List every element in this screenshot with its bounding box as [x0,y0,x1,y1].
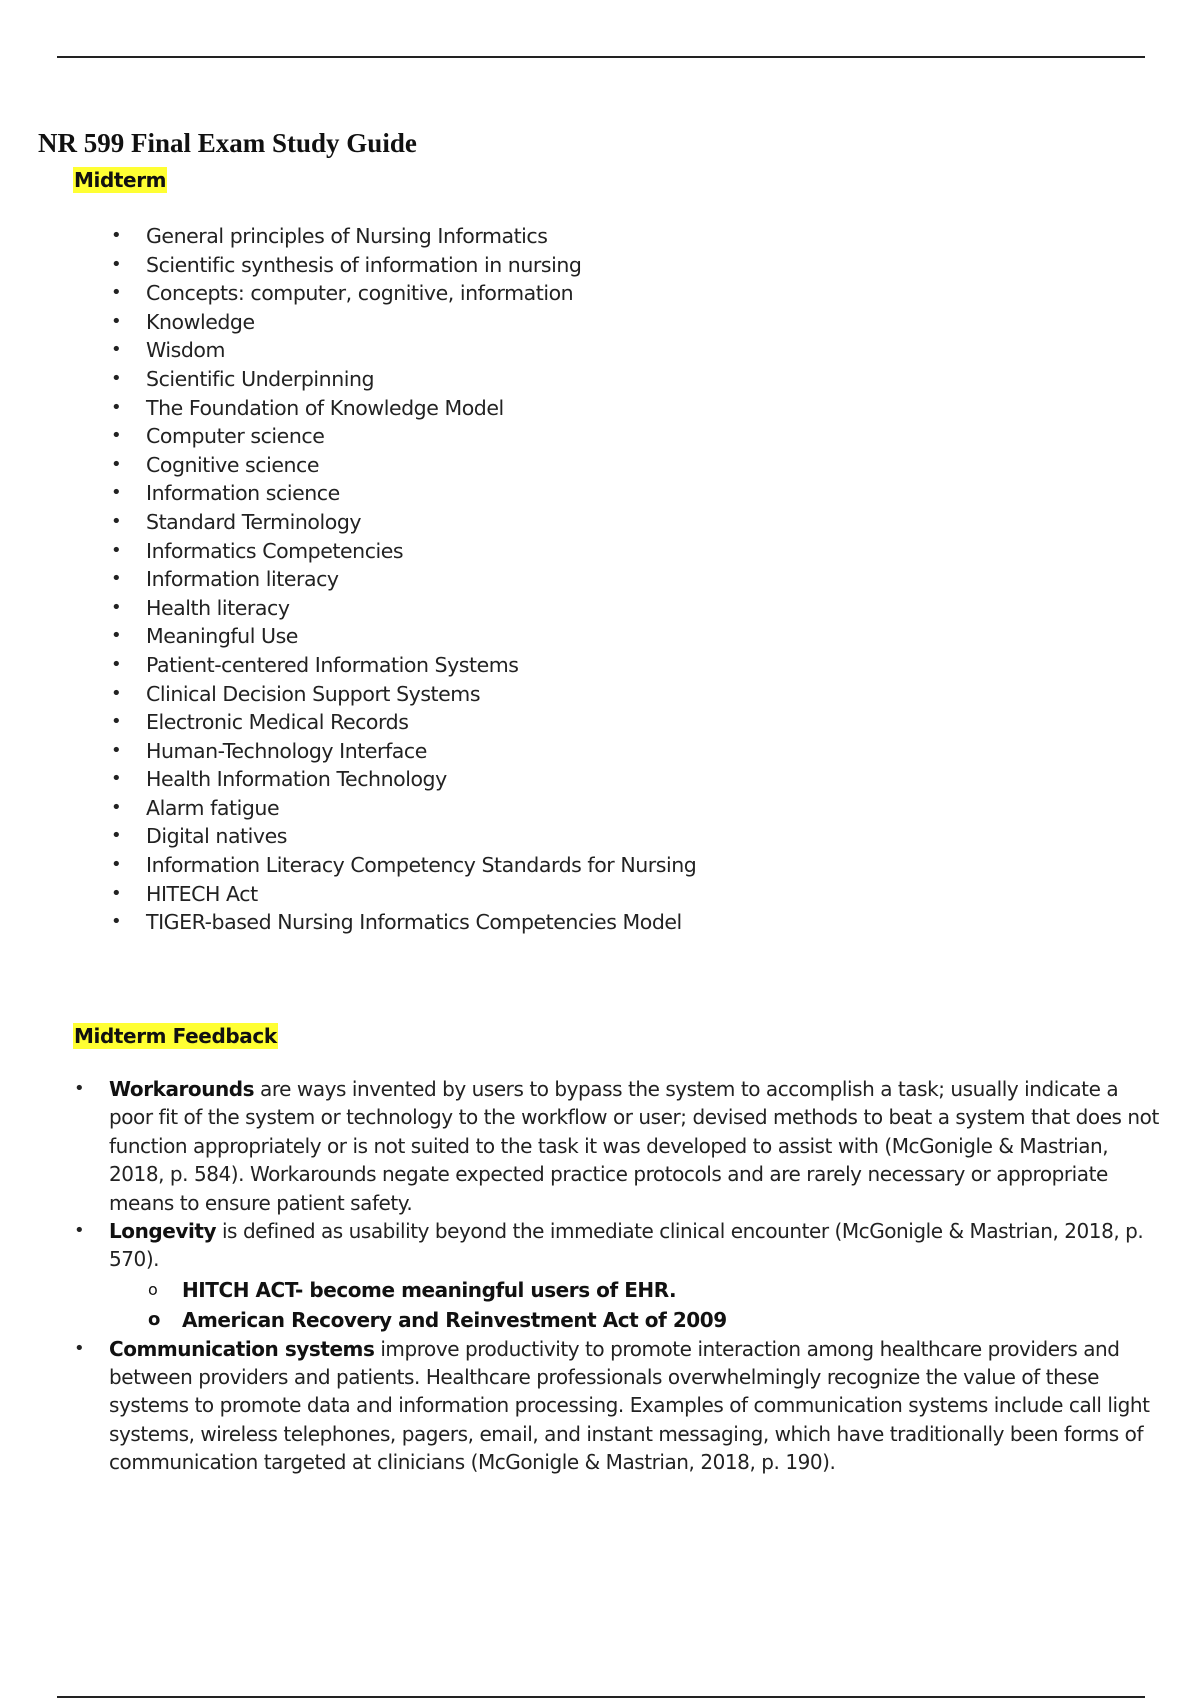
list-item [0,765,696,794]
topic-label: Information Literacy Competency Standards for Nursing [146,853,697,878]
list-item [0,537,696,566]
topic-label: The Foundation of Knowledge Model [146,395,504,420]
list-item [0,451,696,480]
topic-label: Digital natives [146,824,287,849]
feedback-term: Workarounds [109,1077,255,1101]
feedback-item-longevity [0,1217,1200,1274]
bullet-icon: • [111,453,122,475]
list-item [0,251,696,280]
bullet-icon: • [111,568,122,590]
topic-label: Information science [146,481,340,506]
longevity-subitem-arra [0,1306,1200,1334]
topic-label: General principles of Nursing Informatics [146,224,548,248]
topic-label: Health Information Technology [146,767,447,792]
feedback-text: are ways invented by users to bypass the system to accomplish a task; usually indicate a poor fit of the system or technology to the workflow or user; devised methods to beat a system that does not function appropriately or is not suited to the task it was developed to assist with (McGonigle & Mastrian, 2018, p. 584). Workarounds negate expected practice protocols and are rarely necessary or appropriate means to ensure patient safety. [109,1077,1159,1215]
hollow-bullet-icon: o [148,1309,160,1331]
bullet-icon: • [111,682,122,704]
list-item [0,479,696,508]
list-item [0,737,696,766]
feedback-text: is defined as usability beyond the immediate clinical encounter (McGonigle & Mastrian, 2018, p. 570). [109,1219,1144,1272]
list-item [0,680,696,709]
footer-rule [57,1696,1145,1698]
bullet-icon: • [111,825,122,847]
bullet-icon: • [111,425,122,447]
topic-label: Human-Technology Interface [146,738,427,763]
bullet-icon: • [111,396,122,418]
list-item [0,622,696,651]
topic-label: Scientific synthesis of information in nursing [146,252,582,277]
bullet-icon: • [111,510,122,532]
list-item [0,651,696,680]
list-item [0,594,696,623]
list-item [0,222,696,251]
hollow-bullet-icon: o [148,1279,158,1299]
topic-label: Alarm fatigue [146,795,280,820]
list-item [0,279,696,308]
header-rule [57,56,1145,58]
subitem-text: HITCH ACT- become meaningful users of EHR. [182,1277,677,1302]
bullet-icon: • [111,253,122,275]
topic-label: Scientific Underpinning [146,366,375,391]
topic-label: TIGER-based Nursing Informatics Competencies Model [146,910,682,935]
bullet-icon: • [111,225,122,246]
bullet-icon: • [111,739,122,761]
topic-label: Information literacy [146,567,339,592]
list-item [0,565,696,594]
bullet-icon: • [111,796,122,818]
list-item [0,822,696,851]
bullet-icon: • [111,482,122,504]
list-item [0,708,696,737]
bullet-icon: • [111,854,122,876]
longevity-subitem-hitch-act [0,1276,1200,1304]
topic-label: Knowledge [146,309,255,334]
midterm-feedback-list [0,1075,1200,1477]
list-item [0,308,696,337]
bullet-icon: • [74,1220,85,1242]
bullet-icon: • [111,596,122,618]
topic-label: Clinical Decision Support Systems [146,681,481,706]
bullet-icon: • [111,653,122,675]
list-item [0,794,696,823]
document-title: NR 599 Final Exam Study Guide [38,128,417,158]
midterm-feedback-heading: Midterm Feedback [74,1024,277,1048]
bullet-icon: • [111,282,122,304]
list-item [0,508,696,537]
topic-label: HITECH Act [146,881,258,906]
topic-label: Informatics Competencies [146,538,404,563]
feedback-text: improve productivity to promote interaction among healthcare providers and between providers and patients. Healthcare professionals overwhelmingly recognize the value of these systems to promote data and information processing. Examples of communication systems include call light systems, wireless telephones, pagers, email, and instant messaging, which have traditionally been forms of communication targeted at clinicians (McGonigle & Mastrian, 2018, p. 190). [109,1336,1150,1475]
bullet-icon: • [111,711,122,733]
feedback-item-communication-systems [0,1335,1200,1477]
midterm-topic-list [0,222,696,937]
topic-label: Wisdom [146,338,226,363]
bullet-icon: • [111,768,122,790]
bullet-icon: • [74,1078,85,1099]
feedback-term: Communication systems [109,1336,375,1361]
bullet-icon: • [111,539,122,561]
topic-label: Meaningful Use [146,624,298,649]
list-item [0,880,696,909]
topic-label: Standard Terminology [146,509,362,534]
list-item [0,422,696,451]
feedback-item-workarounds [0,1075,1200,1217]
topic-label: Electronic Medical Records [146,710,409,735]
bullet-icon: • [111,882,122,904]
bullet-icon: • [74,1337,85,1359]
bullet-icon: • [111,339,122,361]
list-item [0,394,696,423]
topic-label: Health literacy [146,595,290,620]
list-item [0,365,696,394]
bullet-icon: • [111,310,122,332]
bullet-icon: • [111,625,122,647]
topic-label: Computer science [146,424,325,449]
list-item [0,851,696,880]
topic-label: Concepts: computer, cognitive, information [146,281,574,306]
list-item [0,336,696,365]
feedback-term: Longevity [109,1219,217,1244]
subitem-text: American Recovery and Reinvestment Act of 2009 [182,1308,727,1333]
topic-label: Cognitive science [146,452,320,477]
list-item [0,908,696,937]
bullet-icon: • [111,911,122,933]
bullet-icon: • [111,367,122,389]
topic-label: Patient-centered Information Systems [146,652,519,677]
midterm-heading: Midterm [74,168,167,192]
